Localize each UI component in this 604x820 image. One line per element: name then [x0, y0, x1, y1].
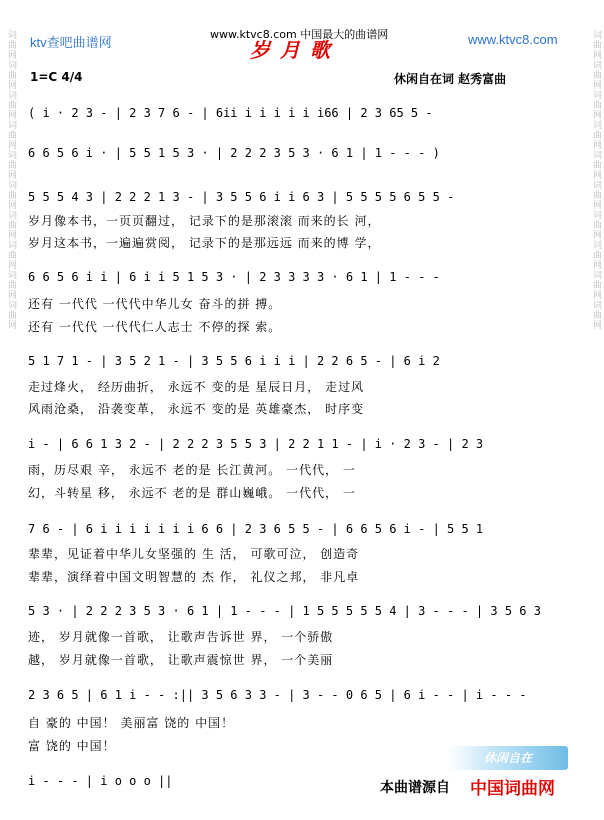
lyric-3b: 岁月这本书，一遍遍赏阅， 记录下的是那远远 而来的博 学， [28, 236, 381, 250]
lyric-8a: 迹， 岁月就像一首歌， 让歌声告诉世 界， 一个骄傲 [28, 630, 334, 644]
lyric-5a: 走过烽火， 经历曲折， 永远不 变的是 星辰日月， 走过风 [28, 380, 365, 394]
lyric-6a: 雨，历尽艰 辛， 永远不 老的是 长江黄河。 一代代， 一 [28, 463, 356, 477]
score-row-6: i - | 6 6 1 3 2 - | 2 2 2 3 5 5 3 | 2 2 1 1 - | i · 2 3 - | 2 3 [28, 437, 484, 451]
site-url-right[interactable]: www.ktvc8.com [468, 32, 558, 47]
site-banner-center[interactable]: www.ktvc8.com 中国最大的曲谱网 [210, 28, 389, 41]
score-row-2: 6 6 5 6 i · | 5 5 1 5 3 · | 2 2 2 3 5 3 · 6 1 | 1 - - - ) [28, 146, 440, 160]
key-signature: 1=C 4/4 [30, 70, 83, 84]
lyric-4a: 还有 一代代 一代代中华儿女 奋斗的拼 搏。 [28, 297, 282, 311]
song-title: 岁月歌 [250, 38, 340, 62]
score-row-10: i - - - | i o o o || [28, 774, 173, 788]
score-row-3: 5 5 5 4 3 | 2 2 2 1 3 - | 3 5 5 6 i i 6 3 | 5 5 5 5 6 5 5 - [28, 190, 455, 204]
site-name-left[interactable]: ktv查吧曲谱网 [30, 35, 112, 50]
lyric-9a: 自 豪的 中国！ 美丽富 饶的 中国！ [28, 716, 235, 730]
lyric-3a: 岁月像本书，一页页翻过， 记录下的是那滚滚 而来的长 河， [28, 214, 381, 228]
lyric-6b: 幻，斗转星 移， 永远不 老的是 群山巍峨。 一代代， 一 [28, 486, 356, 500]
score-row-8: 5 3 · | 2 2 2 3 5 3 · 6 1 | 1 - - - | 1 5 5 5 5 5 4 | 3 - - - | 3 5 6 3 [28, 604, 541, 618]
source-label: 本曲谱源自 [380, 780, 450, 796]
credits: 休闲自在词 赵秀富曲 [394, 72, 507, 86]
right-watermark: 词曲网词曲网词曲网词曲网词曲网词曲网词曲网词曲网词曲网词曲网 [591, 30, 601, 330]
left-watermark: 词曲网词曲网词曲网词曲网词曲网词曲网词曲网词曲网词曲网词曲网 [6, 30, 16, 330]
score-row-4: 6 6 5 6 i i | 6 i i 5 1 5 3 · | 2 3 3 3 3 · 6 1 | 1 - - - [28, 270, 440, 284]
lyric-8b: 越， 岁月就像一首歌， 让歌声震惊世 界， 一个美丽 [28, 653, 334, 667]
score-row-9: 2 3 6 5 | 6 1 i - - :|| 3 5 6 3 3 - | 3 - - 0 6 5 | 6 i - - | i - - - [28, 688, 527, 702]
lyric-7a: 辈辈，见证着中华儿女坚强的 生 活， 可歌可泣， 创造奇 [28, 547, 360, 561]
score-row-1: ( i · 2 3 - | 2 3 7 6 - | 6ii i i i i i i66 | 2 3 65 5 - [28, 106, 433, 120]
lyric-7b: 辈辈，演绎着中国文明智慧的 杰 作， 礼仪之邦， 非凡卓 [28, 570, 360, 584]
score-row-5: 5 1 7 1 - | 3 5 2 1 - | 3 5 5 6 i i i | 2 2 6 5 - | 6 i 2 [28, 354, 440, 368]
source-site-link[interactable]: 中国词曲网 [470, 779, 555, 799]
score-row-7: 7 6 - | 6 i i i i i i i 6 6 | 2 3 6 5 5 - | 6 6 5 6 i - | 5 5 1 [28, 522, 484, 536]
lyric-4b: 还有 一代代 一代代仁人志士 不停的探 索。 [28, 320, 282, 334]
lyric-9b: 富 饶的 中国！ [28, 739, 116, 753]
site-logo: 休闲自在 [448, 746, 568, 770]
lyric-5b: 风雨沧桑， 沿袭变革， 永远不 变的是 英雄豪杰， 时序变 [28, 402, 365, 416]
